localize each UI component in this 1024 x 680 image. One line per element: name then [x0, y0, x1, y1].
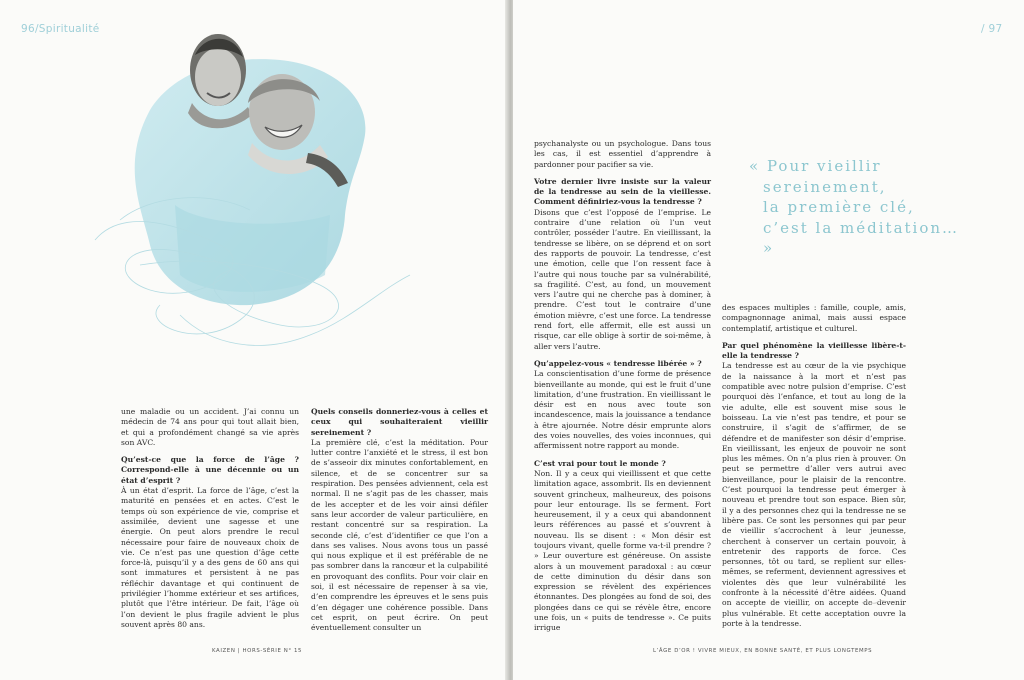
- interview-question: Qu’appelez-vous « tendresse libérée » ?: [534, 358, 702, 368]
- paragraph: La première clé, c’est la méditation. Pour lutter contre l’anxiété et le stress, il est bon de s’asseoir dix minutes confortablement, en silence, et de se concentrer sur sa respiration. Des pensées adviennent, cela est normal. Il ne s’agit pas de les chasser, mais de les accepter et de les voir ainsi défiler sans leur accorder de valeur particulière, en restant concentré sur sa respiration. La seconde clé, c’est d’identifier ce que l’on a dans ses valises. Nous avons tous un passé qui nous explique et il est préférable de ne pas sombrer dans la rancœur et la culpabilité en provoquant des conflits. Pour voir clair en soi, il est nécessaire de repenser à sa vie, d’en comprendre les épreuves et le sens puis d’en dégager une cohérence possible. Dans cet esprit, on peut écrire. On peut éventuellement consulter un: [311, 437, 488, 633]
- left-page: [0, 0, 509, 680]
- section-title: /Spiritualité: [34, 23, 100, 35]
- paragraph: psychanalyste ou un psychologue. Dans tous les cas, il est essentiel d’apprendre à pardonner pour pacifier sa vie.: [534, 139, 711, 169]
- left-column-1: [121, 407, 299, 633]
- watercolor-splash: [135, 59, 366, 305]
- right-folio: / 97: [981, 23, 1003, 35]
- pull-quote: [749, 156, 961, 259]
- paragraph: La conscientisation d’une forme de présence bienveillante au monde, qui est le fruit d’une limitation, d’une frustration. En vieillissant le désir est en nous avec toute son incandescence, mais la jouissance a tendance à être ajournée. Notre désir emprunte alors des voies nouvelles, des voies inconnues, qui affermissent notre rapport au monde.: [534, 369, 711, 451]
- left-column-2: [311, 407, 488, 637]
- handwritten-mark-icon: [860, 597, 900, 607]
- page-number: 96: [21, 23, 35, 35]
- left-footer: KAIZEN | HORS-SÉRIE N° 15: [212, 648, 303, 654]
- interview-question: C’est vrai pour tout le monde ?: [534, 458, 666, 468]
- paragraph: Disons que c’est l’opposé de l’emprise. Le contraire d’une relation où l’un veut contrôler, posséder l’autre. En vieillissant, la tendresse se libère, on se déprend et on sort des rapports de pouvoir. La tendresse, c’est une émotion, celle que l’on ressent face à l’autre qui nous touche par sa vulnérabilité, sa fragilité. C’est, au fond, un mouvement vers l’autre qui ne cherche pas à dominer, à prendre. C’est tout le contraire d’une émotion mièvre, c’est une force. La tendresse rend fort, elle affermit, elle est aussi un risque, car elle oblige à sortir de soi-même, à aller vers l’autre.: [534, 207, 711, 351]
- paragraph: une maladie ou un accident. J’ai connu un médecin de 74 ans pour qui tout allait bien, et qui a profondément changé sa vie après son AVC.: [121, 407, 299, 447]
- interview-question: Par quel phénomène la vieillesse libère-t-elle la tendresse ?: [722, 340, 906, 361]
- paragraph: La tendresse est au cœur de la vie psychique de la naissance à la mort et n’est pas compatible avec notre pulsion d’emprise. C’est pourquoi dès l’enfance, et tout au long de la vie adulte, elle est souvent mise sous le boisseau. La vie n’est pas tendre, et pour se construire, il s’agit de s’affirmer, de se défendre et de manifester son désir d’emprise. En vieillissant, les enjeux de pouvoir ne sont plus les mêmes. On n’a plus rien à prouver. On peut se permettre d’aller vers autrui avec bienveillance, pour le plaisir de la rencontre. C’est pourquoi la tendresse peut émerger à nouveau et prendre tout son espace. Bien sûr, il y a des personnes chez qui la tendresse ne se libère pas. Ce sont les personnes qui par peur de vieillir s’accrochent à leur jeunesse, cherchent à conserver un certain pouvoir, à entretenir des rapports de force. Ces personnes, tôt ou tard, se replient sur elles-mêmes, se referment, deviennent agressives et violentes dès que leur vulnérabilité les confronte à la nécessité d’être aidées. Quand on accepte de vieillir, on accepte de devenir plus vulnérable. Et cette acceptation ouvre la porte à la tendresse.: [722, 361, 906, 628]
- interview-question: Quels conseils donneriez-vous à celles et ceux qui souhaiteraient vieillir sereinement ?: [311, 407, 488, 437]
- pull-quote-line: la première clé,: [763, 198, 915, 216]
- right-page: [513, 0, 1024, 680]
- right-column-2: [722, 303, 906, 632]
- pull-quote-line: « Pour vieillir: [749, 157, 882, 175]
- paragraph: À un état d’esprit. La force de l’âge, c’est la maturité en pensées et en actes. C’est le temps où son expérience de vie, comprise et assimilée, devient une sagesse et une énergie. On peut alors prendre le recul nécessaire pour faire de nouveaux choix de vie. Ce n’est pas une question d’âge cette force-là, puisqu’il y a des gens de 60 ans qui sont immatures et persistent à ne pas réfléchir davantage et qui continuent de privilégier l’homme extérieur et ses artifices, plutôt que l’être intérieur. De fait, l’âge où l’on devient le plus fragile advient le plus souvent après 80 ans.: [121, 486, 299, 629]
- pull-quote-line: c’est la méditation… »: [763, 218, 960, 257]
- interview-question: Qu’est-ce que la force de l’âge ? Correspond-elle à une décennie ou un état d’esprit ?: [121, 455, 299, 485]
- right-footer: L’ÂGE D’OR ! VIVRE MIEUX, EN BONNE SANTÉ, ET PLUS LONGTEMPS: [653, 648, 873, 654]
- elderly-couple-photo-illustration: [80, 15, 430, 375]
- paragraph: Non. Il y a ceux qui vieillissent et que cette limitation agace, assombrit. Ils en deviennent souvent grincheux, malheureux, des poisons pour leur entourage. Ils se ferment. Fort heureusement, il y a ceux qui abandonnent leurs références au passé et s’ouvrent à nouveau. Ils se disent : « Mon désir est toujours vivant, quelle forme va-t-il prendre ? » Leur ouverture est généreuse. On assiste alors à un mouvement paradoxal : au cœur de cette diminution du désir dans son expression se révèlent des expériences étonnantes. Des plongées au fond de soi, des plongées dans ce qui se révèle être, encore une fois, un « puits de tendresse ». Ce puits irrigue: [534, 468, 711, 633]
- pull-quote-line: sereinement,: [763, 177, 887, 196]
- paragraph: des espaces multiples : famille, couple, amis, compagnonnage animal, mais aussi espace contemplatif, artistique et culturel.: [722, 303, 906, 333]
- interview-question: Votre dernier livre insiste sur la valeur de la tendresse au sein de la vieillesse. Comment définiriez-vous la tendresse ?: [534, 176, 711, 207]
- right-column-1: [534, 139, 711, 637]
